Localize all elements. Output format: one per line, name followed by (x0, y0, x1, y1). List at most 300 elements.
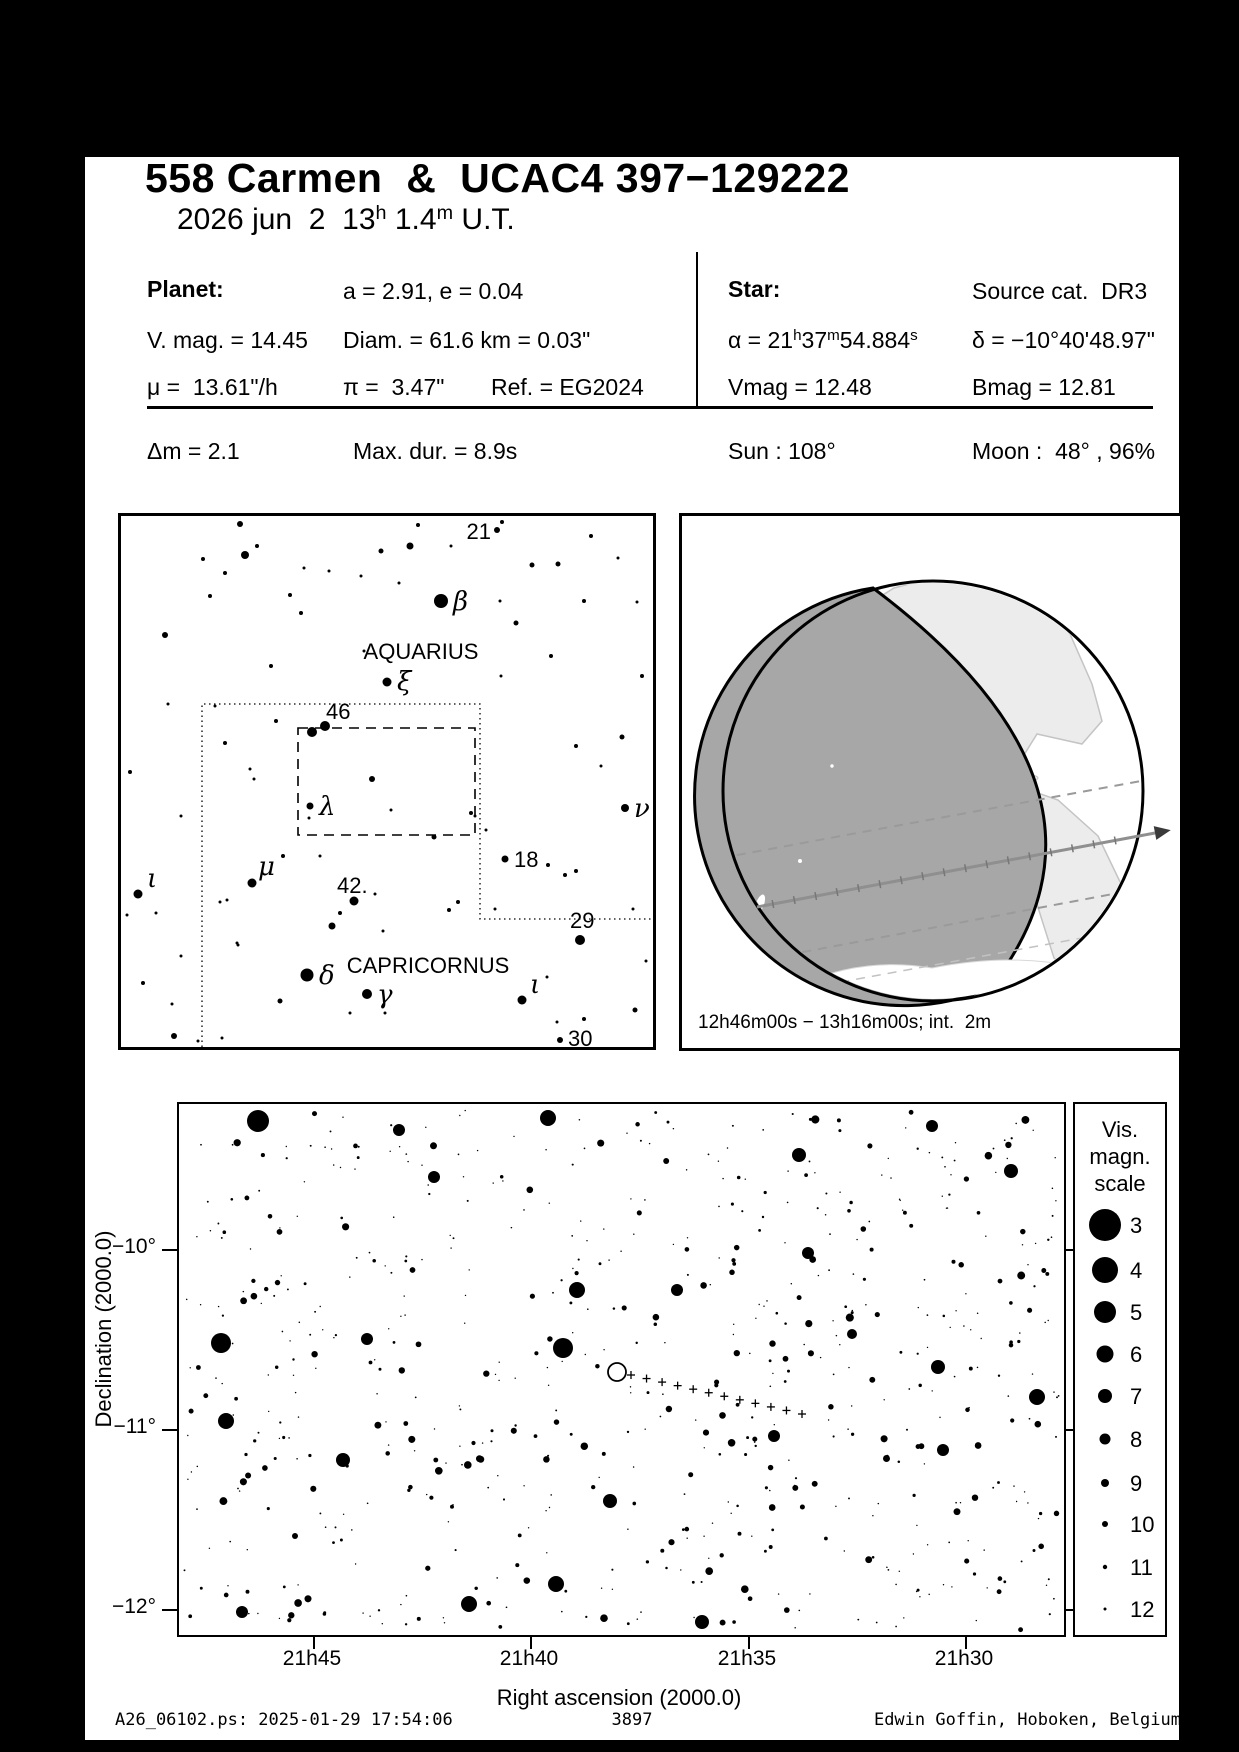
field-star-dot (746, 1436, 749, 1439)
field-star-dot (404, 1295, 405, 1296)
field-star-dot (417, 1617, 421, 1621)
field-star-dot (731, 1203, 734, 1206)
date-sup-m: m (436, 202, 454, 225)
field-star-dot (406, 1595, 408, 1597)
field-star-dot (903, 1617, 904, 1618)
field-star-dot (703, 1535, 704, 1536)
field-star-dot (376, 1393, 378, 1395)
field-star-dot (805, 1320, 812, 1327)
field-star-dot (483, 1370, 489, 1376)
field-star-dot (311, 1351, 317, 1357)
star-dot (369, 776, 375, 782)
field-star-dot (455, 1549, 457, 1551)
field-star-dot (400, 1604, 401, 1605)
field-star-dot (684, 1493, 686, 1495)
field-star-dot (954, 1160, 956, 1162)
star-dot (499, 600, 502, 603)
bright-star-dot (553, 1338, 573, 1358)
field-star-dot (427, 1184, 429, 1186)
field-star-dot (524, 1577, 531, 1584)
field-star-dot (948, 1193, 950, 1195)
field-star-dot (939, 1417, 940, 1418)
field-star-dot (598, 1477, 599, 1478)
field-star-dot (755, 1445, 757, 1447)
field-star-dot (591, 1485, 595, 1489)
field-star-dot (755, 1318, 756, 1319)
field-star-dot (251, 1293, 258, 1300)
field-star-dot (248, 1613, 249, 1614)
star-dot (549, 654, 553, 658)
field-star-dot (764, 1550, 767, 1553)
field-star-dot (1051, 1236, 1053, 1238)
field-star-dot (733, 1324, 734, 1325)
field-star-dot (917, 1148, 919, 1150)
field-star-dot (292, 1533, 298, 1539)
field-star-dot (458, 1154, 460, 1156)
field-star-dot (245, 1472, 251, 1478)
star-dot (126, 914, 129, 917)
field-star-dot (778, 1593, 779, 1594)
field-star-dot (282, 1331, 284, 1333)
bright-star-dot (802, 1247, 814, 1259)
field-star-dot (585, 1616, 587, 1618)
field-star-dot (997, 1481, 1000, 1484)
field-star-dot (200, 1144, 202, 1146)
field-star-dot (719, 1412, 726, 1419)
field-star-dot (924, 1463, 925, 1464)
legend-magnitude-dot (1089, 1209, 1121, 1241)
field-star-dot (287, 1288, 289, 1290)
field-star-dot (646, 1560, 649, 1563)
star-dot (474, 815, 477, 818)
field-star-dot (469, 1269, 470, 1270)
field-star-dot (1049, 1613, 1051, 1615)
field-star-dot (378, 1609, 380, 1611)
field-star-dot (408, 1436, 415, 1443)
field-star-dot (304, 1181, 305, 1182)
field-star-dot (637, 1618, 639, 1620)
field-star-dot (776, 1312, 779, 1315)
field-star-dot (627, 1622, 630, 1625)
ra-tick-label: 21h30 (934, 1647, 994, 1670)
ra-tick-label: 21h35 (717, 1647, 777, 1670)
constellation-label: AQUARIUS (363, 639, 479, 664)
star-dot (274, 719, 278, 723)
field-star-dot (637, 1210, 642, 1215)
field-star-dot (1003, 1580, 1006, 1583)
field-star-dot (547, 1336, 552, 1341)
field-star-dot (788, 1460, 789, 1461)
field-star-dot (846, 1314, 854, 1322)
field-star-dot (964, 1176, 969, 1181)
bright-star-dot (569, 1282, 585, 1298)
star-dot (600, 765, 603, 768)
field-star-dot (459, 1408, 461, 1410)
field-star-dot (410, 1267, 416, 1273)
field-star-dot (289, 1340, 290, 1341)
field-star-dot (895, 1626, 897, 1628)
planet-ref: Ref. = EG2024 (491, 374, 644, 400)
field-star-dot (977, 1211, 981, 1215)
star-dot (226, 899, 229, 902)
field-star-dot (388, 1328, 389, 1329)
field-star-dot (407, 1161, 408, 1162)
field-star-dot (187, 1479, 188, 1480)
footer-page-number: 3897 (611, 1710, 653, 1730)
ra-m1: 37 (801, 327, 828, 353)
star-dot (308, 817, 311, 820)
field-star-dot (837, 1118, 841, 1122)
field-star-dot (1019, 1332, 1021, 1334)
field-star-dot (832, 1320, 833, 1321)
field-star-dot (792, 1113, 794, 1115)
globe-visibility-map (679, 513, 1183, 1051)
field-star-dot (250, 1248, 251, 1249)
bright-star-dot (361, 1333, 373, 1345)
field-star-dot (630, 1198, 631, 1199)
field-star-dot (752, 1437, 757, 1442)
field-star-dot (640, 1611, 642, 1613)
star-dot (329, 923, 336, 930)
star-dec: δ = −10°40'48.97" (972, 327, 1155, 353)
legend-magnitude-value: 4 (1130, 1258, 1143, 1283)
field-star-dot (190, 1367, 191, 1368)
field-star-dot (261, 1303, 262, 1304)
star-dot (237, 521, 243, 527)
field-star-dot (503, 1498, 505, 1500)
star-dot (514, 621, 519, 626)
star-designation-label: 30 (568, 1026, 593, 1051)
legend-magnitude-value: 12 (1130, 1597, 1155, 1622)
field-star-dot (569, 1301, 572, 1304)
star-dot (349, 1012, 352, 1015)
field-star-dot (695, 1419, 696, 1420)
field-star-dot (844, 1550, 845, 1551)
field-star-dot (197, 1466, 199, 1468)
field-star-dot (918, 1384, 921, 1387)
field-star-dot (973, 1572, 976, 1575)
field-star-dot (899, 1351, 902, 1354)
magnitude-legend-svg (1075, 1104, 1165, 1635)
field-star-dot (1056, 1396, 1058, 1398)
legend-title-line: Vis. (1101, 1117, 1139, 1142)
date-mid: 1.4 (386, 203, 437, 236)
field-star-dot (857, 1619, 859, 1621)
field-star-dot (872, 1556, 875, 1559)
field-star-dot (865, 1304, 867, 1306)
bright-star-dot (1029, 1389, 1045, 1405)
field-star-dot (883, 1399, 884, 1400)
star-dot (237, 944, 240, 947)
star-dot (574, 744, 578, 748)
field-star-dot (666, 1406, 672, 1412)
finder-chart-svg (121, 516, 653, 1051)
field-star-dot (500, 1175, 504, 1179)
field-star-dot (1033, 1285, 1035, 1287)
field-star-dot (875, 1312, 880, 1317)
field-star-dot (414, 1450, 415, 1451)
field-star-dot (627, 1529, 628, 1530)
field-star-dot (221, 1383, 222, 1384)
star-dot (221, 1037, 224, 1040)
star-dot (398, 582, 401, 585)
field-star-dot (987, 1153, 989, 1155)
field-star-dot (580, 1220, 581, 1221)
target-star-marker (608, 1363, 626, 1381)
field-star-dot (969, 1367, 973, 1371)
footer-filename-timestamp: A26_06102.ps: 2025-01-29 17:54:06 (115, 1710, 453, 1730)
legend-magnitude-dot (1097, 1346, 1114, 1363)
field-star-dot (219, 1497, 227, 1505)
field-star-dot (511, 1428, 517, 1434)
field-star-dot (554, 1419, 559, 1424)
star-designation-label: ν (634, 794, 650, 824)
field-star-dot (772, 1373, 773, 1374)
star-dot (197, 1040, 200, 1043)
star-dot (208, 594, 212, 598)
field-star-dot (393, 1216, 395, 1218)
field-star-dot (762, 1216, 764, 1218)
dec-tick-label: −10° (111, 1235, 156, 1258)
field-star-dot (733, 1334, 734, 1335)
field-star-dot (340, 1539, 343, 1542)
field-star-dot (774, 1424, 775, 1425)
labeled-star-dot (383, 678, 392, 687)
field-star-dot (234, 1397, 238, 1401)
field-star-dot (474, 1587, 477, 1590)
field-star-dot (784, 1607, 790, 1613)
field-star-dot (975, 1442, 982, 1449)
field-star-dot (184, 1569, 186, 1571)
star-designation-label: 18 (514, 847, 539, 872)
field-star-dot (196, 1236, 197, 1237)
field-star-dot (798, 1610, 800, 1612)
labeled-star-dot (575, 935, 585, 945)
field-star-dot (632, 1502, 636, 1506)
labeled-star-dot (362, 989, 372, 999)
field-star-dot (247, 1549, 248, 1550)
field-star-dot (718, 1161, 719, 1162)
field-star-dot (692, 1581, 695, 1584)
field-star-dot (929, 1152, 931, 1154)
field-star-dot (200, 1304, 201, 1305)
field-star-dot (240, 1297, 247, 1304)
field-star-dot (1058, 1395, 1060, 1397)
field-star-dot (229, 1541, 231, 1543)
star-source-catalog: Source cat. DR3 (972, 278, 1148, 304)
field-star-dot (385, 1265, 386, 1266)
field-star-dot (1009, 1340, 1013, 1344)
field-star-dot (736, 1403, 740, 1407)
field-star-dot (448, 1521, 449, 1522)
field-star-dot (987, 1587, 988, 1588)
event-datetime (177, 203, 515, 237)
field-star-dot (664, 1342, 665, 1343)
field-star-dot (1048, 1578, 1050, 1580)
field-star-dot (388, 1444, 389, 1445)
field-star-dot (196, 1508, 198, 1510)
field-star-dot (464, 1323, 465, 1324)
legend-magnitude-value: 6 (1130, 1342, 1143, 1367)
legend-magnitude-dot (1100, 1434, 1111, 1445)
field-star-dot (784, 1380, 787, 1383)
field-star-dot (705, 1567, 713, 1575)
field-star-dot (1033, 1549, 1036, 1552)
field-star-dot (851, 1405, 852, 1406)
star-dot (249, 768, 252, 771)
bright-star-dot (218, 1413, 234, 1429)
field-star-dot (976, 1620, 977, 1621)
field-star-dot (899, 1571, 900, 1572)
field-star-dot (1015, 1123, 1017, 1125)
field-star-dot (372, 1259, 376, 1263)
field-star-dot (992, 1487, 994, 1489)
bright-star-dot (236, 1606, 248, 1618)
star-dot (269, 664, 273, 668)
field-star-dot (434, 1428, 435, 1429)
planet-vmag: V. mag. = 14.45 (147, 327, 308, 353)
bright-star-dot (393, 1124, 405, 1136)
field-star-dot (342, 1116, 343, 1117)
field-star-dot (187, 1435, 188, 1436)
field-star-dot (998, 1279, 1003, 1284)
field-star-dot (630, 1386, 631, 1387)
field-star-dot (297, 1216, 298, 1217)
field-star-dot (1027, 1502, 1028, 1503)
field-star-dot (1029, 1418, 1031, 1420)
star-dot (632, 908, 635, 911)
field-star-dot (765, 1486, 768, 1489)
field-star-dot (734, 1245, 740, 1251)
field-star-dot (955, 1310, 956, 1311)
field-star-dot (304, 1282, 307, 1285)
field-star-dot (867, 1143, 872, 1148)
star-dot (546, 863, 550, 867)
field-star-dot (800, 1504, 805, 1509)
field-star-dot (322, 1329, 323, 1330)
field-star-dot (572, 1332, 573, 1333)
field-star-dot (720, 1620, 726, 1626)
field-star-dot (908, 1388, 910, 1390)
star-vmag: Vmag = 12.48 (728, 374, 872, 400)
field-star-dot (1024, 1491, 1025, 1492)
field-star-dot (548, 1385, 549, 1386)
field-star-dot (917, 1353, 919, 1355)
star-dot (281, 854, 285, 858)
star-dot (633, 1008, 638, 1013)
labeled-star-dot (557, 1037, 563, 1043)
field-star-dot (633, 1233, 634, 1234)
field-star-dot (482, 1442, 483, 1443)
field-star-dot (465, 1110, 466, 1111)
field-star-dot (738, 1532, 742, 1536)
field-star-dot (718, 1206, 720, 1208)
star-designation-label: 21 (466, 519, 491, 544)
star-dot (253, 778, 256, 781)
legend-magnitude-dot (1102, 1521, 1108, 1527)
field-star-dot (534, 1434, 538, 1438)
field-star-dot (287, 1618, 291, 1622)
field-star-dot (680, 1569, 681, 1570)
field-star-dot (309, 1334, 311, 1336)
field-star-dot (243, 1291, 244, 1292)
planet-orbit-elements: a = 2.91, e = 0.04 (343, 278, 524, 304)
bright-star-dot (931, 1360, 945, 1374)
field-star-dot (941, 1156, 943, 1158)
field-star-dot (835, 1506, 836, 1507)
constellation-label: CAPRICORNUS (346, 953, 510, 978)
bright-star-dot (671, 1284, 683, 1296)
legend-magnitude-value: 9 (1130, 1471, 1143, 1496)
field-star-dot (450, 1505, 454, 1509)
field-star-dot (1022, 1244, 1023, 1245)
field-star-dot (993, 1148, 995, 1150)
field-star-dot (1008, 1395, 1010, 1397)
labeled-star-dot (518, 996, 527, 1005)
field-star-dot (630, 1392, 631, 1393)
field-star-dot (355, 1563, 356, 1564)
field-star-dot (769, 1504, 776, 1511)
field-star-dot (852, 1310, 854, 1312)
field-star-dot (578, 1259, 580, 1261)
field-star-dot (425, 1127, 426, 1128)
field-star-dot (579, 1119, 581, 1121)
field-star-dot (809, 1593, 810, 1594)
field-star-dot (944, 1166, 946, 1168)
field-star-dot (928, 1594, 929, 1595)
field-star-dot (902, 1209, 903, 1210)
star-designation-label: ι (147, 864, 158, 894)
field-star-dot (817, 1207, 819, 1209)
star-dot (162, 632, 168, 638)
field-star-dot (581, 1442, 589, 1450)
field-star-dot (668, 1539, 674, 1545)
field-star-dot (570, 1433, 573, 1436)
field-star-dot (223, 1230, 227, 1234)
bright-star-dot (926, 1120, 938, 1132)
field-star-dot (218, 1306, 219, 1307)
field-star-dot (787, 1202, 789, 1204)
field-star-dot (762, 1129, 764, 1131)
globe-svg (682, 516, 1180, 1048)
field-star-dot (279, 1618, 280, 1619)
field-star-dot (486, 1601, 491, 1606)
labeled-star-dot (502, 856, 509, 863)
field-star-dot (712, 1522, 713, 1523)
field-star-dot (453, 1237, 455, 1239)
bright-star-dot (548, 1576, 564, 1592)
field-star-dot (890, 1177, 892, 1179)
field-star-dot (1010, 1418, 1014, 1422)
field-star-dot (839, 1192, 840, 1193)
labeled-star-dot (248, 879, 257, 888)
field-star-dot (586, 1240, 587, 1241)
field-star-dot (787, 1170, 788, 1171)
star-dot (620, 735, 625, 740)
field-star-dot (603, 1228, 604, 1229)
table-rule (147, 406, 1153, 409)
field-star-dot (719, 1453, 722, 1456)
field-star-dot (546, 1552, 547, 1553)
field-star-dot (560, 1279, 562, 1281)
field-star-dot (264, 1287, 268, 1291)
star-dot (241, 551, 249, 559)
star-dot (379, 549, 384, 554)
field-star-dot (829, 1233, 831, 1235)
field-star-dot (275, 1280, 280, 1285)
field-star-dot (983, 1549, 984, 1550)
field-star-dot (727, 1147, 729, 1149)
